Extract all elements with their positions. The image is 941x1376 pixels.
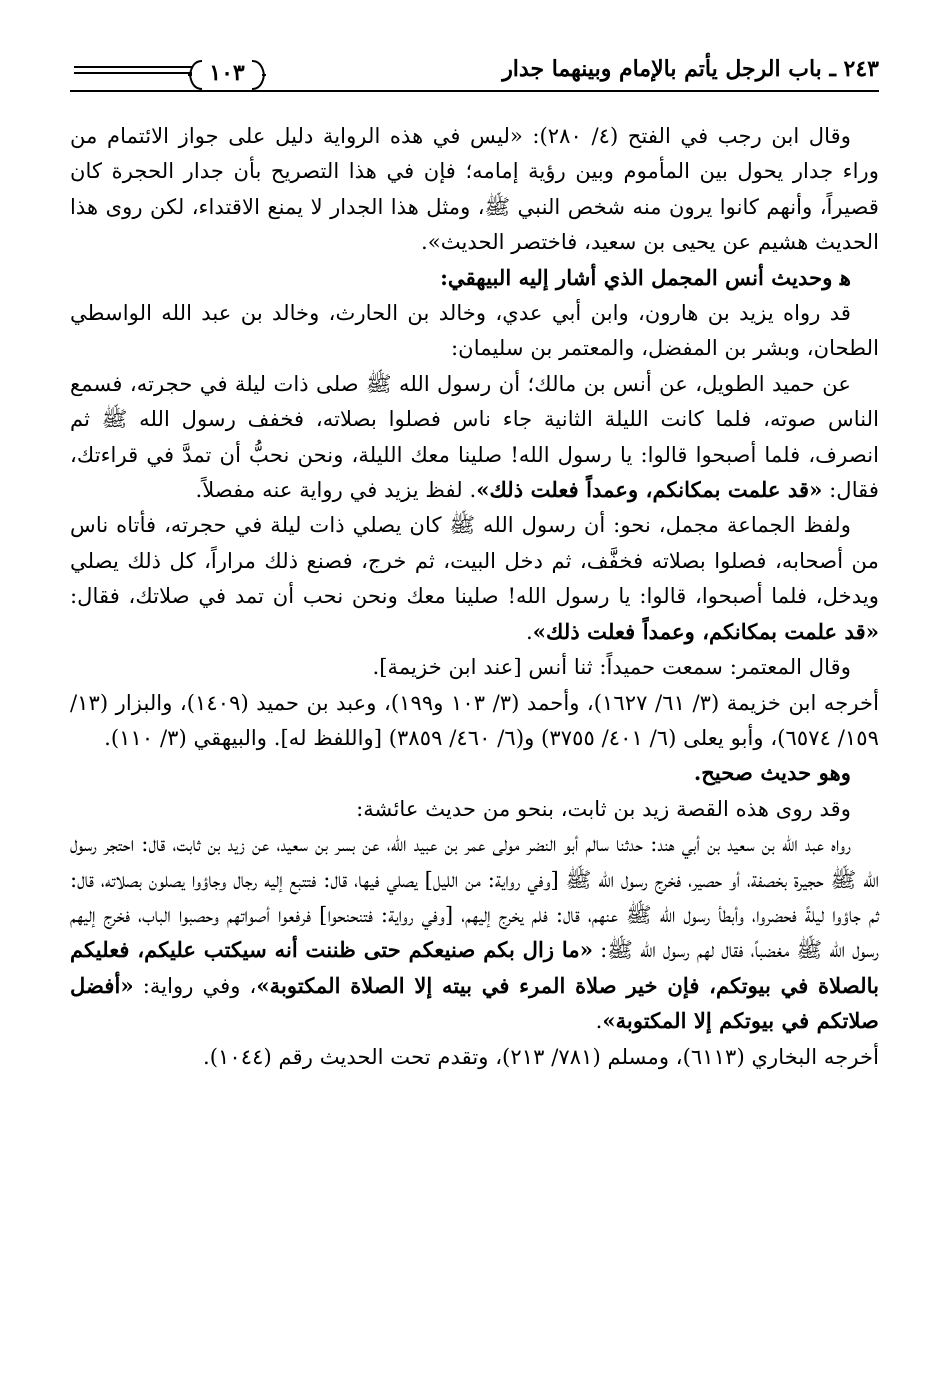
text-run: رواه عبد الله بن سعيد بن أبي هند: حدثنا سالم أبو النضر مولى عمر بن عبيد الله، عن بسر بن سعيد، عن زيد بن ثابت، قال: احتجر رسول الله ﷺ حجيرة بخصفة، أو حصير، فخرج رسول الله ﷺ [وفي رواية: من الليل] يصلي فيها، قال: فتتبع إليه رجال وجاؤوا يصلون بصلاته، قال: ثم جاؤوا ليلةً فحضروا، وأبطأ رسول الله ﷺ عنهم، قال: فلم يخرج إليهم، [وفي رواية: فتنحنحوا] فرفعوا أصواتهم وحصبوا الباب، فخرج إليهم رسول الله ﷺ مغضباً، فقال لهم رسول الله ﷺ:: [70, 831, 879, 963]
paragraph-zaid-hadith: [70, 826, 879, 1038]
text-run: عن حميد الطويل، عن أنس بن مالك؛ أن رسول الله ﷺ صلى ذات ليلة في حجرته، فسمع الناس صوته، فلما كانت الليلة الثانية جاء ناس فصلوا بصلاته، فخفف رسول الله ﷺ ثم انصرف، فلما أصبحوا قالوا: يا رسول الله! صلينا معك الليلة، ونحن نحبُّ أن تمدَّ في قراءتك، فقال:: [70, 370, 879, 503]
quote-bold: «ما زال بكم صنيعكم حتى ظننت أنه سيكتب عليكم، فعليكم بالصلاة في بيوتكم، فإن خير صلاة المرء في بيته إلا الصلاة المكتوبة»: [70, 937, 879, 998]
paragraph-mutamir: وقال المعتمر: سمعت حميداً: ثنا أنس [عند ابن خزيمة].: [372, 654, 851, 680]
text-run: ولفظ الجماعة مجمل، نحو: أن رسول الله ﷺ كان يصلي ذات ليلة في حجرته، فأتاه ناس من أصحابه، فصلوا بصلاته فخفَّف، ثم دخل البيت، ثم خرج، فصنع ذلك مراراً، كل ذلك يصلي ويدخل، فلما أصبحوا، قالوا: يا رسول الله! صلينا معك ونحن نحب أن تمد في صلاتك، فقال:: [70, 512, 879, 609]
paragraph-takhrij-2: أخرجه البخاري (٦١١٣)، ومسلم (٧٨١/ ٢١٣)، وتقدم تحت الحديث رقم (١٠٤٤).: [202, 1043, 879, 1069]
chapter-title: ٢٤٣ ـ باب الرجل يأتم بالإمام وبينهما جدار: [502, 56, 879, 82]
quote-bold: «أفضل صلاتكم في بيوتكم إلا المكتوبة»: [70, 972, 879, 1034]
text-run: .: [526, 618, 533, 644]
page-body: [70, 118, 879, 1074]
text-run: .: [595, 1008, 603, 1034]
paragraph-narrators: قد رواه يزيد بن هارون، وابن أبي عدي، وخالد بن الحارث، وخالد بن عبد الله الواسطي الطحان، وبشر بن المفضل، والمعتمر بن سليمان:: [70, 300, 879, 361]
text-run: ، وفي رواية:: [133, 972, 257, 998]
paragraph-takhrij-1: أخرجه ابن خزيمة (٣/ ٦١/ ١٦٢٧)، وأحمد (٣/ ١٠٣ و١٩٩)، وعبد بن حميد (١٤٠٩)، والبزار (١٣/ ١٥٩/ ٦٥٧٤)، وأبو يعلى (٦/ ٤٠١/ ٣٧٥٥) و(٦/ ٤٦٠/ ٣٨٥٩) [واللفظ له]. والبيهقي (٣/ ١١٠).: [70, 689, 880, 750]
header-ornament-lines: [74, 66, 192, 84]
text-run: . لفظ يزيد في رواية عنه مفصلاً.: [195, 477, 477, 503]
quote-bold: «قد علمت بمكانكم، وعمداً فعلت ذلك»: [532, 618, 879, 644]
header-rule: [70, 90, 879, 92]
page-number: ١٠٣: [209, 60, 245, 86]
quote-bold: «قد علمت بمكانكم، وعمداً فعلت ذلك»: [476, 477, 823, 503]
paragraph-zaid-intro: وقد روى هذه القصة زيد بن ثابت، بنحو من حديث عائشة:: [356, 795, 851, 821]
section-heading-anas: ﻫ وحديث أنس المجمل الذي أشار إليه البيهقي:: [440, 264, 851, 290]
paragraph-grading: وهو حديث صحيح.: [693, 760, 851, 786]
page-header: [70, 52, 879, 102]
paragraph-ibn-rajab: وقال ابن رجب في الفتح (٤/ ٢٨٠): «ليس في هذه الرواية دليل على جواز الائتمام من وراء جدار يحول بين المأموم وبين رؤية إمامه؛ فإن في هذا التصريح بأن جدار الحجرة كان قصيراً، وأنهم كانوا يرون منه شخص النبي ﷺ، ومثل هذا الجدار لا يمنع الاقتداء، لكن روى هذا الحديث هشيم عن يحيى بن سعيد، فاختصر الحديث».: [70, 123, 879, 255]
paragraph-humaid-hadith: [70, 366, 879, 508]
paragraph-jamaa-wording: [70, 507, 879, 649]
page-number-frame: [188, 58, 266, 92]
